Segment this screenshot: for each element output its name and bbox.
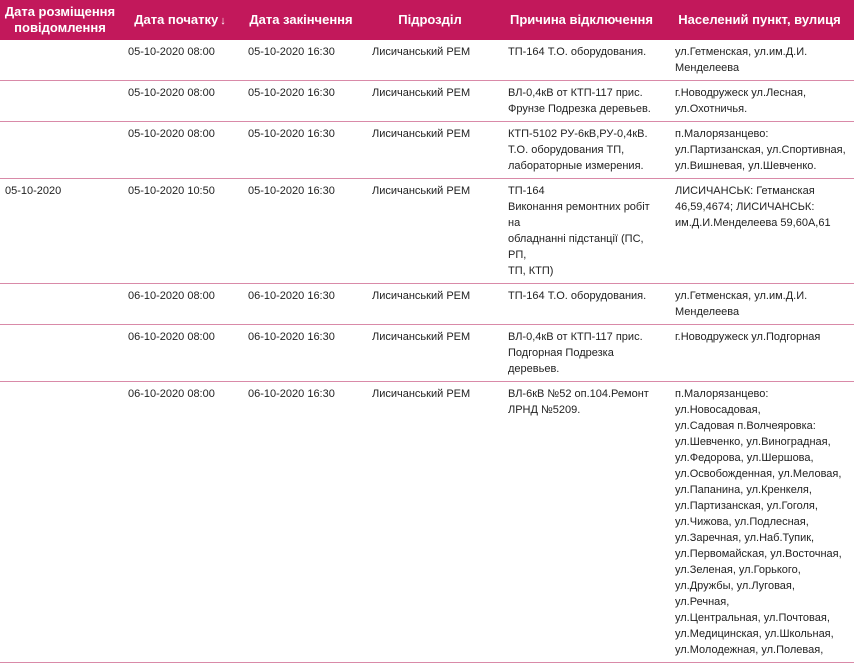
cell-reason: КТП-5102 РУ-6кВ,РУ-0,4кВ. Т.О. оборудования ТП, лабораторные измерения. (498, 122, 665, 179)
cell-location: г.Новодружеск ул.Подгорная (665, 325, 854, 382)
column-header-unit[interactable] (362, 0, 498, 40)
table-header (0, 0, 854, 40)
cell-end: 05-10-2020 16:30 (240, 179, 362, 284)
cell-location: ЛИСИЧАНСЬК: Гетманская 46,59,4674; ЛИСИЧАНСЬК: им.Д.И.Менделеева 59,60А,61 (665, 179, 854, 284)
cell-end: 05-10-2020 16:30 (240, 122, 362, 179)
cell-location: п.Малорязанцево: ул.Партизанская, ул.Спортивная, ул.Вишневая, ул.Шевченко. (665, 122, 854, 179)
cell-start: 05-10-2020 08:00 (120, 122, 240, 179)
cell-posted (0, 81, 120, 122)
cell-location: ул.Гетменская, ул.им.Д.И. Менделеева (665, 40, 854, 81)
cell-start: 05-10-2020 08:00 (120, 40, 240, 81)
cell-posted (0, 325, 120, 382)
column-header-end[interactable] (240, 0, 362, 40)
cell-unit: Лисичанський РЕМ (362, 40, 498, 81)
cell-unit: Лисичанський РЕМ (362, 284, 498, 325)
column-header-start-label: Дата початку (134, 11, 219, 27)
cell-end: 06-10-2020 16:30 (240, 382, 362, 663)
table-row (0, 179, 854, 284)
cell-start: 06-10-2020 08:00 (120, 382, 240, 663)
column-header-start[interactable] (120, 0, 240, 40)
column-header-reason-label: Причина відключення (510, 12, 653, 27)
cell-reason: ТП-164 Виконання ремонтних робіт на обладнанні підстанції (ПС, РП, ТП, КТП) (498, 179, 665, 284)
column-header-posted-label: Дата розміщення повідомлення (4, 4, 116, 35)
cell-end: 06-10-2020 16:30 (240, 284, 362, 325)
cell-reason: ТП-164 Т.О. оборудования. (498, 40, 665, 81)
cell-location: п.Малорязанцево: ул.Новосадовая, ул.Садовая п.Волчеяровка: ул.Шевченко, ул.Виноградная, ул.Федорова, ул.Шершова, ул.Освобожденная, ул.Меловая, ул.Папанина, ул.Кренкеля, ул.Партизанская, ул.Гоголя, ул.Чижова, ул.Подлесная, ул.Заречная, ул.Наб.Тупик, ул.Первомайская, ул.Восточная, ул.Зеленая, ул.Горького, ул.Дружбы, ул.Луговая, ул.Речная, ул.Центральная, ул.Почтовая, ул.Медицинская, ул.Школьная, ул.Молодежная, ул.Полевая, (665, 382, 854, 663)
cell-start: 05-10-2020 10:50 (120, 179, 240, 284)
cell-posted (0, 40, 120, 81)
cell-posted (0, 382, 120, 663)
cell-start: 05-10-2020 08:00 (120, 81, 240, 122)
column-header-reason[interactable] (498, 0, 665, 40)
sort-down-arrow-icon: ↓ (220, 14, 226, 27)
cell-reason: ВЛ-0,4кВ от КТП-117 прис. Подгорная Подрезка деревьев. (498, 325, 665, 382)
cell-reason: ВЛ-0,4кВ от КТП-117 прис. Фрунзе Подрезка деревьев. (498, 81, 665, 122)
cell-end: 05-10-2020 16:30 (240, 40, 362, 81)
column-header-end-label: Дата закінчення (249, 12, 353, 27)
column-header-unit-label: Підрозділ (398, 12, 462, 27)
cell-end: 06-10-2020 16:30 (240, 325, 362, 382)
column-header-posted[interactable] (0, 0, 120, 40)
cell-unit: Лисичанський РЕМ (362, 325, 498, 382)
cell-reason: ТП-164 Т.О. оборудования. (498, 284, 665, 325)
cell-location: г.Новодружеск ул.Лесная, ул.Охотничья. (665, 81, 854, 122)
column-header-location[interactable] (665, 0, 854, 40)
table-body (0, 40, 854, 663)
cell-unit: Лисичанський РЕМ (362, 81, 498, 122)
cell-posted (0, 284, 120, 325)
table-row (0, 382, 854, 663)
table-row (0, 284, 854, 325)
cell-location: ул.Гетменская, ул.им.Д.И. Менделеева (665, 284, 854, 325)
header-row (0, 0, 854, 40)
table-row (0, 325, 854, 382)
cell-posted (0, 122, 120, 179)
cell-unit: Лисичанський РЕМ (362, 382, 498, 663)
cell-unit: Лисичанський РЕМ (362, 179, 498, 284)
cell-reason: ВЛ-6кВ №52 оп.104.Ремонт ЛРНД №5209. (498, 382, 665, 663)
table-row (0, 81, 854, 122)
table-row (0, 122, 854, 179)
cell-end: 05-10-2020 16:30 (240, 81, 362, 122)
cell-unit: Лисичанський РЕМ (362, 122, 498, 179)
cell-start: 06-10-2020 08:00 (120, 325, 240, 382)
column-header-location-label: Населений пункт, вулиця (678, 12, 841, 27)
cell-posted: 05-10-2020 (0, 179, 120, 284)
cell-start: 06-10-2020 08:00 (120, 284, 240, 325)
table-row (0, 40, 854, 81)
